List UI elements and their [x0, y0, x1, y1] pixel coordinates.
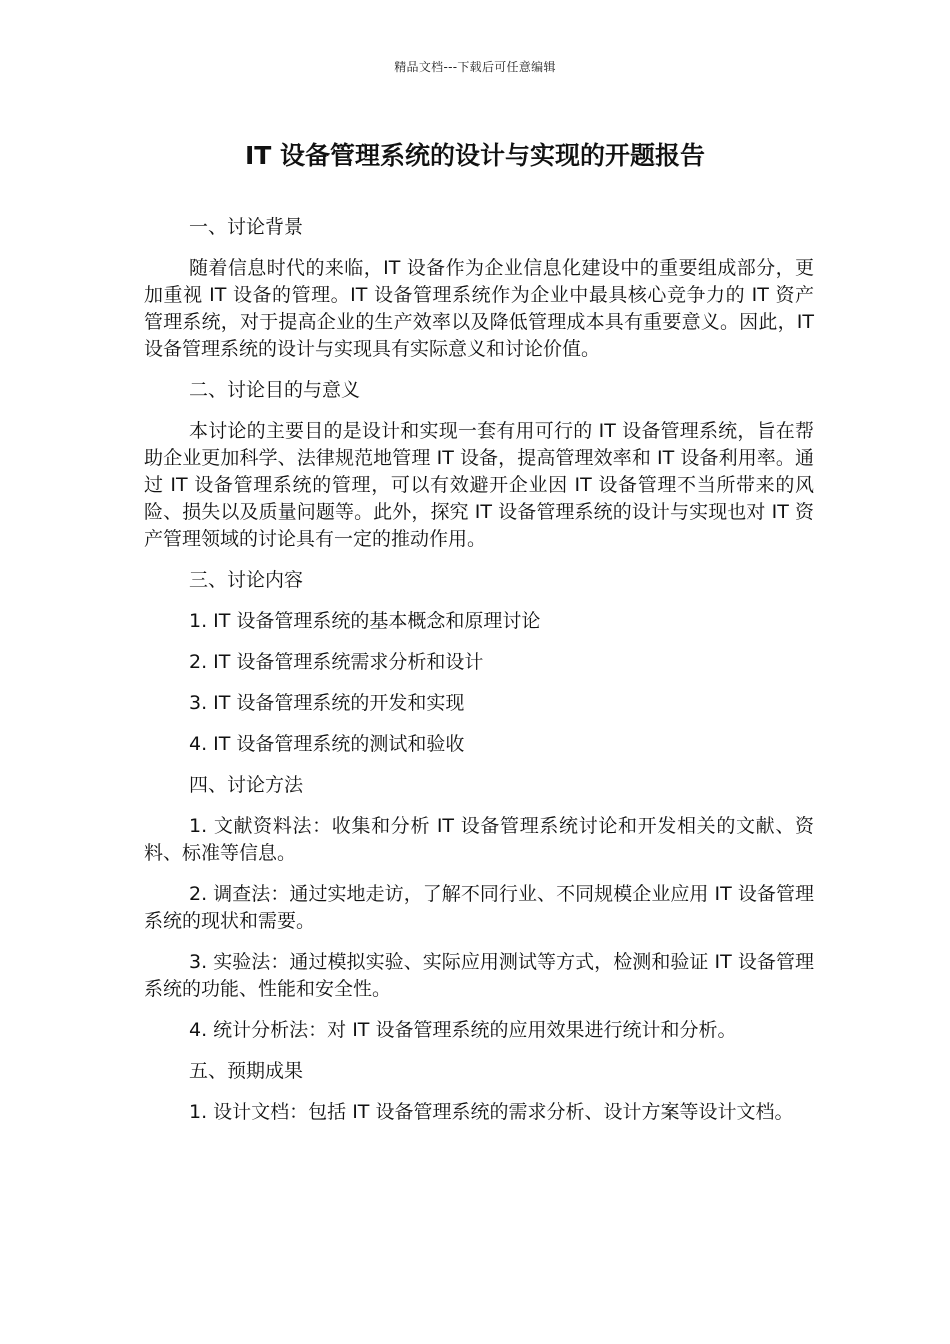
section-heading: 五、预期成果: [189, 1060, 304, 1082]
list-item: 2. 调查法：通过实地走访，了解不同行业、不同规模企业应用 IT 设备管理系统的现状和需要。: [144, 883, 814, 932]
section-heading: 四、讨论方法: [189, 774, 304, 796]
section-heading: 二、讨论目的与意义: [189, 379, 361, 401]
document-body: [144, 214, 814, 1140]
list-item: 1. 设计文档：包括 IT 设备管理系统的需求分析、设计方案等设计文档。: [189, 1101, 794, 1123]
section-heading: 三、讨论内容: [189, 569, 304, 591]
list-item: 3. 实验法：通过模拟实验、实际应用测试等方式，检测和验证 IT 设备管理系统的功能、性能和安全性。: [144, 951, 814, 1000]
paragraph: 随着信息时代的来临，IT 设备作为企业信息化建设中的重要组成部分，更加重视 IT 设备的管理。IT 设备管理系统作为企业中最具核心竞争力的 IT 资产管理系统，对于提高企业的生产效率以及降低管理成本具有重要意义。因此，IT 设备管理系统的设计与实现具有实际意义和讨论价值。: [144, 257, 814, 360]
list-item: 4. 统计分析法：对 IT 设备管理系统的应用效果进行统计和分析。: [189, 1019, 737, 1041]
section-heading: 一、讨论背景: [189, 216, 304, 238]
page-header: 精品文档---下载后可任意编辑: [394, 60, 556, 74]
list-item: 4. IT 设备管理系统的测试和验收: [189, 733, 465, 755]
list-item: 1. 文献资料法：收集和分析 IT 设备管理系统讨论和开发相关的文献、资料、标准等信息。: [144, 815, 814, 864]
document-title: IT 设备管理系统的设计与实现的开题报告: [244, 141, 706, 170]
paragraph: 本讨论的主要目的是设计和实现一套有用可行的 IT 设备管理系统，旨在帮助企业更加科学、法律规范地管理 IT 设备，提高管理效率和 IT 设备利用率。通过 IT 设备管理系统的管理，可以有效避开企业因 IT 设备管理不当所带来的风险、损失以及质量问题等。此外，探究 IT 设备管理系统的设计与实现也对 IT 资产管理领域的讨论具有一定的推动作用。: [144, 420, 814, 550]
list-item: 3. IT 设备管理系统的开发和实现: [189, 692, 465, 714]
list-item: 1. IT 设备管理系统的基本概念和原理讨论: [189, 610, 541, 632]
list-item: 2. IT 设备管理系统需求分析和设计: [189, 651, 484, 673]
